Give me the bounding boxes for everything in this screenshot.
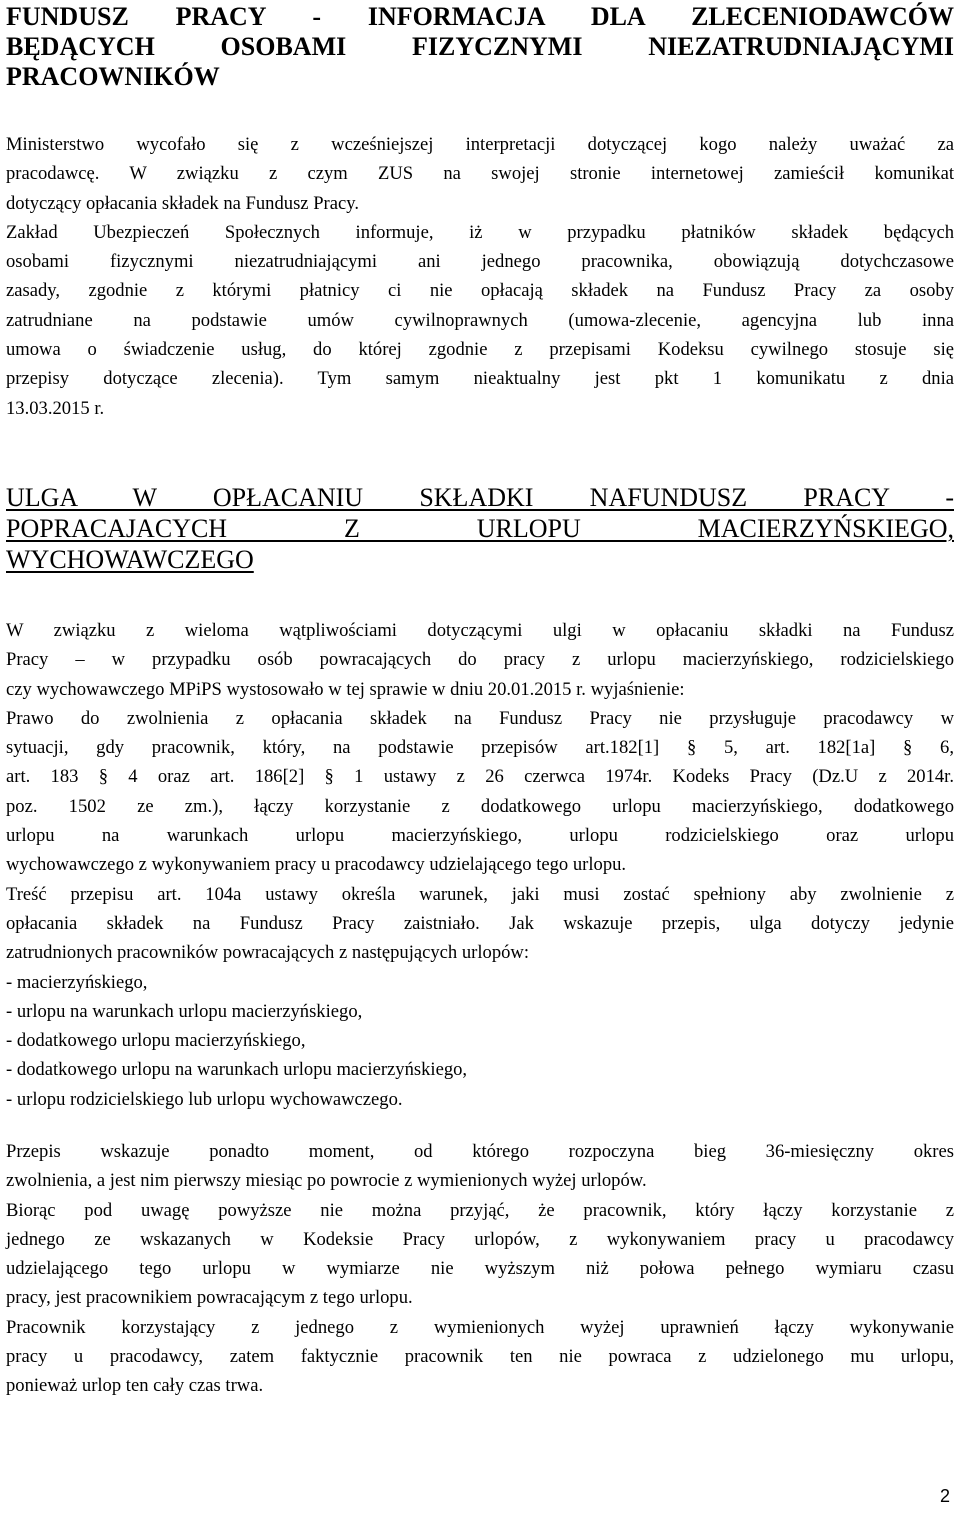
text-line: dotyczący opłacania składek na Fundusz Pracy. [6,192,359,214]
text-line: Treść przepisu art. 104a ustawy określa warunek, jaki musi zostać spełniony aby zwolnienie z [6,883,954,905]
text-line: zwolnienia, a jest nim pierwszy miesiąc po powrocie z wymienionych wyżej urlopów. [6,1170,647,1192]
text-line: W związku z wieloma wątpliwościami dotyczącymi ulgi w opłacaniu składki na Fundusz [6,620,954,641]
list-item: - macierzyńskiego, [6,971,148,993]
text-line: Pracownik korzystający z jednego z wymienionych wyżej uprawnień łączy wykonywanie [6,1316,954,1338]
text-line: Biorąc pod uwagę powyższe nie można przyjąć, że pracownik, który łączy korzystanie z [6,1199,954,1221]
text-line: pracy u pracodawcy, zatem faktycznie pracownik ten nie powraca z udzielonego mu urlopu, [6,1346,954,1368]
text-line: Przepis wskazuje ponadto moment, od którego rozpoczyna bieg 36-miesięczny okres [6,1141,954,1162]
section2-paragraph [6,616,954,968]
list-item: - urlopu na warunkach urlopu macierzyńskiego, [6,1000,363,1022]
text-line: wychowawczego z wykonywaniem pracy u pracodawcy udzielającego tego urlopu. [6,854,627,876]
document-page [6,0,954,1513]
text-line: ponieważ urlop ten cały czas trwa. [6,1375,264,1397]
text-line: pracy, jest pracownikiem powracającym z tego urlopu. [6,1287,413,1309]
text-line: 13.03.2015 r. [6,397,105,419]
section-moment-zwolnienia [6,1137,954,1401]
text-line: udzielającego tego urlopu w wymiarze nie wyższym niż połowa pełnego wymiaru czasu [6,1258,954,1280]
heading1-line2: BĘDĄCYCH OSOBAMI FIZYCZNYMI NIEZATRUDNIAJĄCYMI [6,32,954,61]
urlop-list [6,968,954,1114]
heading2-line1: ULGA W OPŁACANIU SKŁADKI NAFUNDUSZ PRACY - [6,483,954,512]
text-line: Prawo do zwolnienia z opłacania składek na Fundusz Pracy nie przysługuje pracodawcy w [6,707,954,729]
text-line: Zakład Ubezpieczeń Społecznych informuje, iż w przypadku płatników składek będących [6,221,954,243]
section3-paragraph [6,1137,954,1401]
section1-paragraph [6,130,954,423]
section-ulga-wyjasnienie [6,616,954,1114]
list-item: - dodatkowego urlopu na warunkach urlopu macierzyńskiego, [6,1059,468,1081]
text-line: przepisy dotyczące zlecenia). Tym samym nieaktualny jest pkt 1 komunikatu z dnia [6,368,954,390]
text-line: Pracy – w przypadku osób powracających do pracy z urlopu macierzyńskiego, rodzicielskiego [6,649,954,671]
text-line: jednego ze wskazanych w Kodeksie Pracy urlopów, z wykonywaniem pracy u pracodawcy [6,1228,954,1250]
text-line: art. 183 § 4 oraz art. 186[2] § 1 ustawy z 26 czerwca 1974r. Kodeks Pracy (Dz.U z 2014r. [6,766,954,788]
heading-fundusz-pracy [6,0,954,92]
text-line: opłacania składek na Fundusz Pracy zaistniało. Jak wskazuje przepis, ulga dotyczy jedynie [6,912,954,934]
list-item: - urlopu rodzicielskiego lub urlopu wychowawczego. [6,1088,403,1110]
text-line: pracodawcę. W związku z czym ZUS na swojej stronie internetowej zamieścił komunikat [6,163,954,185]
text-line: czy wychowawczego MPiPS wystosowało w tej sprawie w dniu 20.01.2015 r. wyjaśnienie: [6,678,685,700]
text-line: poz. 1502 ze zm.), łączy korzystanie z dodatkowego urlopu macierzyńskiego, dodatkowego [6,795,954,817]
heading1-line1: FUNDUSZ PRACY - INFORMACJA DLA ZLECENIODAWCÓW [6,2,954,31]
text-line: Ministerstwo wycofało się z wcześniejszej interpretacji dotyczącej kogo należy uważać za [6,134,954,155]
heading-ulga [6,482,954,575]
page-number: 2 [939,1486,950,1506]
heading2-line2: POPRACAJACYCH Z URLOPU MACIERZYŃSKIEGO, [6,514,954,543]
list-item: - dodatkowego urlopu macierzyńskiego, [6,1030,306,1052]
text-line: umowa o świadczenie usług, do której zgodnie z przepisami Kodeksu cywilnego stosuje się [6,339,954,361]
heading1-line3: PRACOWNIKÓW [6,62,220,91]
text-line: zatrudnionych pracowników powracających z następujących urlopów: [6,942,530,964]
text-line: zatrudniane na podstawie umów cywilnoprawnych (umowa-zlecenie, agencyjna lub inna [6,309,954,331]
text-line: sytuacji, gdy pracownik, który, na podstawie przepisów art.182[1] § 5, art. 182[1a] § 6, [6,737,954,759]
text-line: urlopu na warunkach urlopu macierzyńskiego, urlopu rodzicielskiego oraz urlopu [6,825,954,847]
text-line: osobami fizycznymi niezatrudniającymi ani jednego pracownika, obowiązują dotychczasowe [6,251,954,273]
heading2-line3: WYCHOWAWCZEGO [6,545,254,574]
text-line: zasady, zgodnie z którymi płatnicy ci nie opłacają składek na Fundusz Pracy za osoby [6,280,954,302]
section-zus-komunikat [6,130,954,423]
